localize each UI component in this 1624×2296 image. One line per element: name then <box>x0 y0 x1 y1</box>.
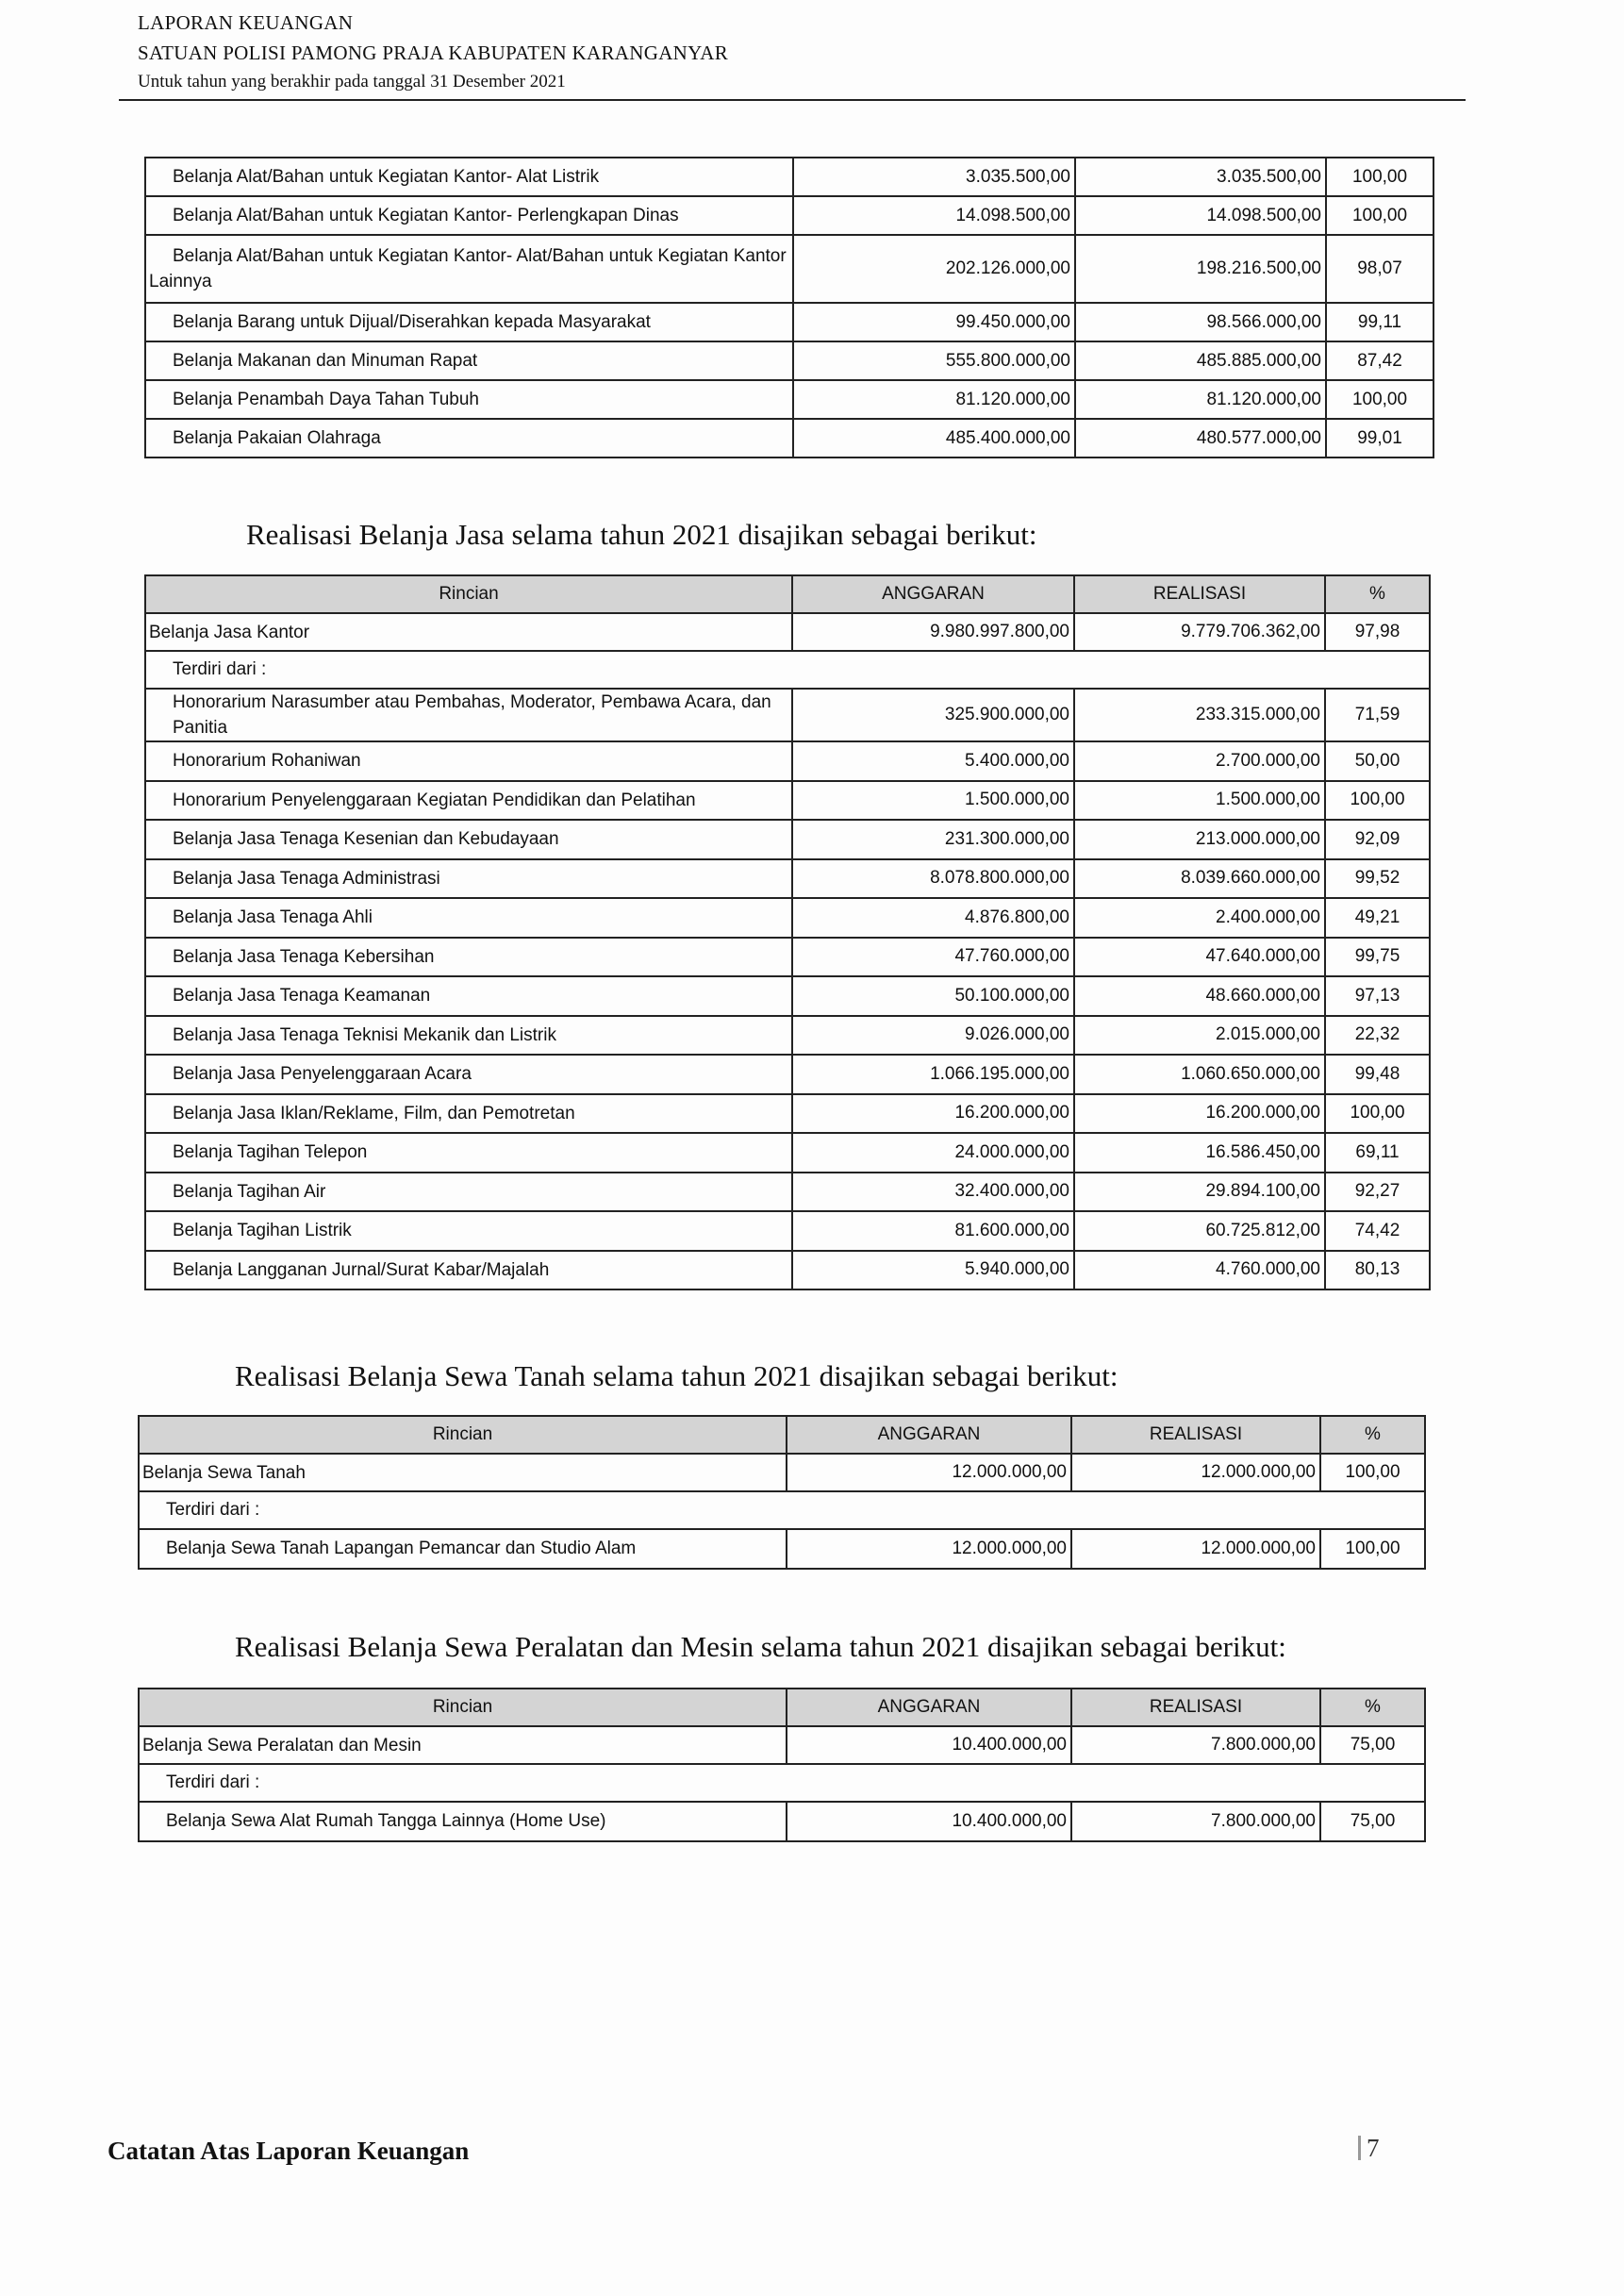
col-rincian: Rincian <box>139 1689 787 1726</box>
subheading-row <box>145 651 1430 689</box>
table-row <box>145 898 1430 938</box>
persen-cell: 100,00 <box>1326 380 1433 419</box>
report-title: LAPORAN KEUANGAN <box>138 11 354 34</box>
rincian-cell: Belanja Alat/Bahan untuk Kegiatan Kantor- Alat Listrik <box>145 158 793 196</box>
table-row <box>145 303 1433 341</box>
table-row <box>145 976 1430 1016</box>
table-row <box>139 1802 1425 1841</box>
section-title-belanja-sewa-tanah: Realisasi Belanja Sewa Tanah selama tahun 2021 disajikan sebagai berikut: <box>235 1359 1119 1392</box>
table-row <box>145 235 1433 303</box>
belanja-jasa-table <box>144 574 1431 1290</box>
rincian-cell: Belanja Jasa Tenaga Kesenian dan Kebudayaan <box>145 820 792 859</box>
persen-cell: 87,42 <box>1326 341 1433 380</box>
anggaran-cell: 8.078.800.000,00 <box>792 859 1074 899</box>
table-row <box>145 741 1430 781</box>
anggaran-cell: 14.098.500,00 <box>793 196 1075 235</box>
persen-cell: 49,21 <box>1325 898 1430 938</box>
realisasi-cell: 98.566.000,00 <box>1075 303 1326 341</box>
table-row <box>139 1529 1425 1569</box>
rincian-cell: Belanja Langganan Jurnal/Surat Kabar/Majalah <box>145 1251 792 1290</box>
total-row <box>139 1726 1425 1764</box>
col-persen: % <box>1320 1416 1425 1454</box>
rincian-cell: Honorarium Narasumber atau Pembahas, Moderator, Pembawa Acara, dan Panitia <box>145 689 792 741</box>
persen-cell: 92,09 <box>1325 820 1430 859</box>
persen-cell: 75,00 <box>1320 1802 1425 1841</box>
realisasi-cell: 9.779.706.362,00 <box>1074 613 1325 651</box>
rincian-cell: Belanja Penambah Daya Tahan Tubuh <box>145 380 793 419</box>
table-row <box>145 196 1433 235</box>
realisasi-cell: 16.200.000,00 <box>1074 1094 1325 1134</box>
realisasi-cell: 48.660.000,00 <box>1074 976 1325 1016</box>
anggaran-cell: 99.450.000,00 <box>793 303 1075 341</box>
header-rule <box>119 99 1466 101</box>
table-row <box>145 1173 1430 1212</box>
realisasi-cell: 12.000.000,00 <box>1071 1454 1320 1491</box>
realisasi-cell: 233.315.000,00 <box>1074 689 1325 741</box>
anggaran-cell: 10.400.000,00 <box>787 1726 1071 1764</box>
persen-cell: 22,32 <box>1325 1016 1430 1056</box>
col-realisasi: REALISASI <box>1074 575 1325 613</box>
col-persen: % <box>1320 1689 1425 1726</box>
anggaran-cell: 9.026.000,00 <box>792 1016 1074 1056</box>
col-anggaran: ANGGARAN <box>787 1416 1071 1454</box>
anggaran-cell: 24.000.000,00 <box>792 1133 1074 1173</box>
anggaran-cell: 81.120.000,00 <box>793 380 1075 419</box>
realisasi-cell: 4.760.000,00 <box>1074 1251 1325 1290</box>
anggaran-cell: 81.600.000,00 <box>792 1211 1074 1251</box>
rincian-cell: Belanja Alat/Bahan untuk Kegiatan Kantor- Alat/Bahan untuk Kegiatan Kantor Lainnya <box>145 235 793 303</box>
subheading-row <box>139 1491 1425 1529</box>
realisasi-cell: 7.800.000,00 <box>1071 1802 1320 1841</box>
table-row <box>145 380 1433 419</box>
col-anggaran: ANGGARAN <box>787 1689 1071 1726</box>
rincian-cell: Belanja Tagihan Listrik <box>145 1211 792 1251</box>
page-number-value: 7 <box>1367 2134 1380 2162</box>
anggaran-cell: 231.300.000,00 <box>792 820 1074 859</box>
belanja-barang-table <box>144 157 1434 458</box>
table-header-row <box>139 1416 1425 1454</box>
table-row <box>145 1094 1430 1134</box>
anggaran-cell: 47.760.000,00 <box>792 938 1074 977</box>
persen-cell: 74,42 <box>1325 1211 1430 1251</box>
rincian-cell: Belanja Sewa Tanah <box>139 1454 787 1491</box>
subheading-row <box>139 1764 1425 1802</box>
anggaran-cell: 5.400.000,00 <box>792 741 1074 781</box>
table-header-row <box>139 1689 1425 1726</box>
anggaran-cell: 16.200.000,00 <box>792 1094 1074 1134</box>
persen-cell: 99,11 <box>1326 303 1433 341</box>
table-row <box>145 938 1430 977</box>
table-row <box>145 820 1430 859</box>
table-row <box>145 781 1430 821</box>
anggaran-cell: 3.035.500,00 <box>793 158 1075 196</box>
persen-cell: 100,00 <box>1326 196 1433 235</box>
rincian-cell: Honorarium Rohaniwan <box>145 741 792 781</box>
persen-cell: 92,27 <box>1325 1173 1430 1212</box>
realisasi-cell: 12.000.000,00 <box>1071 1529 1320 1569</box>
agency-name: SATUAN POLISI PAMONG PRAJA KABUPATEN KARANGANYAR <box>138 42 729 64</box>
realisasi-cell: 16.586.450,00 <box>1074 1133 1325 1173</box>
anggaran-cell: 9.980.997.800,00 <box>792 613 1074 651</box>
anggaran-cell: 12.000.000,00 <box>787 1454 1071 1491</box>
col-rincian: Rincian <box>139 1416 787 1454</box>
rincian-cell: Belanja Jasa Tenaga Teknisi Mekanik dan Listrik <box>145 1016 792 1056</box>
persen-cell: 98,07 <box>1326 235 1433 303</box>
realisasi-cell: 485.885.000,00 <box>1075 341 1326 380</box>
realisasi-cell: 213.000.000,00 <box>1074 820 1325 859</box>
table-row <box>145 1133 1430 1173</box>
anggaran-cell: 485.400.000,00 <box>793 419 1075 458</box>
anggaran-cell: 1.500.000,00 <box>792 781 1074 821</box>
persen-cell: 100,00 <box>1320 1529 1425 1569</box>
persen-cell: 99,48 <box>1325 1055 1430 1094</box>
anggaran-cell: 10.400.000,00 <box>787 1802 1071 1841</box>
anggaran-cell: 325.900.000,00 <box>792 689 1074 741</box>
rincian-cell: Belanja Makanan dan Minuman Rapat <box>145 341 793 380</box>
persen-cell: 99,52 <box>1325 859 1430 899</box>
table-row <box>145 1016 1430 1056</box>
rincian-cell: Belanja Jasa Tenaga Kebersihan <box>145 938 792 977</box>
persen-cell: 97,98 <box>1325 613 1430 651</box>
rincian-cell: Honorarium Penyelenggaraan Kegiatan Pendidikan dan Pelatihan <box>145 781 792 821</box>
table-row <box>145 419 1433 458</box>
realisasi-cell: 1.060.650.000,00 <box>1074 1055 1325 1094</box>
table-row <box>145 689 1430 741</box>
rincian-cell: Belanja Tagihan Air <box>145 1173 792 1212</box>
col-realisasi: REALISASI <box>1071 1689 1320 1726</box>
anggaran-cell: 5.940.000,00 <box>792 1251 1074 1290</box>
table-row <box>145 1211 1430 1251</box>
persen-cell: 99,75 <box>1325 938 1430 977</box>
anggaran-cell: 202.126.000,00 <box>793 235 1075 303</box>
anggaran-cell: 50.100.000,00 <box>792 976 1074 1016</box>
col-persen: % <box>1325 575 1430 613</box>
persen-cell: 69,11 <box>1325 1133 1430 1173</box>
persen-cell: 50,00 <box>1325 741 1430 781</box>
section-title-belanja-sewa-peralatan: Realisasi Belanja Sewa Peralatan dan Mesin selama tahun 2021 disajikan sebagai berikut: <box>235 1630 1286 1663</box>
total-row <box>145 613 1430 651</box>
persen-cell: 75,00 <box>1320 1726 1425 1764</box>
persen-cell: 71,59 <box>1325 689 1430 741</box>
report-period: Untuk tahun yang berakhir pada tanggal 31 Desember 2021 <box>138 72 566 92</box>
persen-cell: 80,13 <box>1325 1251 1430 1290</box>
rincian-cell: Belanja Sewa Tanah Lapangan Pemancar dan Studio Alam <box>139 1529 787 1569</box>
rincian-cell: Belanja Pakaian Olahraga <box>145 419 793 458</box>
rincian-cell: Belanja Sewa Peralatan dan Mesin <box>139 1726 787 1764</box>
col-rincian: Rincian <box>145 575 792 613</box>
subheading-cell: Terdiri dari : <box>139 1764 1425 1802</box>
col-realisasi: REALISASI <box>1071 1416 1320 1454</box>
anggaran-cell: 32.400.000,00 <box>792 1173 1074 1212</box>
realisasi-cell: 47.640.000,00 <box>1074 938 1325 977</box>
anggaran-cell: 1.066.195.000,00 <box>792 1055 1074 1094</box>
page-number-divider <box>1358 2136 1361 2160</box>
rincian-cell: Belanja Jasa Kantor <box>145 613 792 651</box>
persen-cell: 100,00 <box>1320 1454 1425 1491</box>
rincian-cell: Belanja Jasa Tenaga Administrasi <box>145 859 792 899</box>
realisasi-cell: 480.577.000,00 <box>1075 419 1326 458</box>
table-row <box>145 158 1433 196</box>
persen-cell: 100,00 <box>1325 1094 1430 1134</box>
realisasi-cell: 8.039.660.000,00 <box>1074 859 1325 899</box>
footer-label: Catatan Atas Laporan Keuangan <box>108 2137 470 2165</box>
realisasi-cell: 2.400.000,00 <box>1074 898 1325 938</box>
section-title-belanja-jasa: Realisasi Belanja Jasa selama tahun 2021 disajikan sebagai berikut: <box>246 518 1037 551</box>
realisasi-cell: 198.216.500,00 <box>1075 235 1326 303</box>
anggaran-cell: 12.000.000,00 <box>787 1529 1071 1569</box>
rincian-cell: Belanja Barang untuk Dijual/Diserahkan kepada Masyarakat <box>145 303 793 341</box>
realisasi-cell: 81.120.000,00 <box>1075 380 1326 419</box>
realisasi-cell: 1.500.000,00 <box>1074 781 1325 821</box>
persen-cell: 100,00 <box>1325 781 1430 821</box>
rincian-cell: Belanja Jasa Iklan/Reklame, Film, dan Pemotretan <box>145 1094 792 1134</box>
realisasi-cell: 3.035.500,00 <box>1075 158 1326 196</box>
page-number <box>1358 2134 1380 2163</box>
rincian-cell: Belanja Sewa Alat Rumah Tangga Lainnya (Home Use) <box>139 1802 787 1841</box>
rincian-cell: Belanja Jasa Penyelenggaraan Acara <box>145 1055 792 1094</box>
persen-cell: 100,00 <box>1326 158 1433 196</box>
persen-cell: 99,01 <box>1326 419 1433 458</box>
table-row <box>145 341 1433 380</box>
realisasi-cell: 14.098.500,00 <box>1075 196 1326 235</box>
table-header-row <box>145 575 1430 613</box>
realisasi-cell: 60.725.812,00 <box>1074 1211 1325 1251</box>
belanja-sewa-tanah-table <box>138 1415 1426 1570</box>
persen-cell: 97,13 <box>1325 976 1430 1016</box>
rincian-cell: Belanja Tagihan Telepon <box>145 1133 792 1173</box>
table-row <box>145 1251 1430 1290</box>
belanja-sewa-peralatan-table <box>138 1688 1426 1842</box>
rincian-cell: Belanja Jasa Tenaga Keamanan <box>145 976 792 1016</box>
rincian-cell: Belanja Jasa Tenaga Ahli <box>145 898 792 938</box>
anggaran-cell: 555.800.000,00 <box>793 341 1075 380</box>
subheading-cell: Terdiri dari : <box>145 651 1430 689</box>
subheading-cell: Terdiri dari : <box>139 1491 1425 1529</box>
table-row <box>145 1055 1430 1094</box>
anggaran-cell: 4.876.800,00 <box>792 898 1074 938</box>
table-row <box>145 859 1430 899</box>
rincian-cell: Belanja Alat/Bahan untuk Kegiatan Kantor- Perlengkapan Dinas <box>145 196 793 235</box>
realisasi-cell: 29.894.100,00 <box>1074 1173 1325 1212</box>
realisasi-cell: 7.800.000,00 <box>1071 1726 1320 1764</box>
col-anggaran: ANGGARAN <box>792 575 1074 613</box>
total-row <box>139 1454 1425 1491</box>
realisasi-cell: 2.015.000,00 <box>1074 1016 1325 1056</box>
realisasi-cell: 2.700.000,00 <box>1074 741 1325 781</box>
